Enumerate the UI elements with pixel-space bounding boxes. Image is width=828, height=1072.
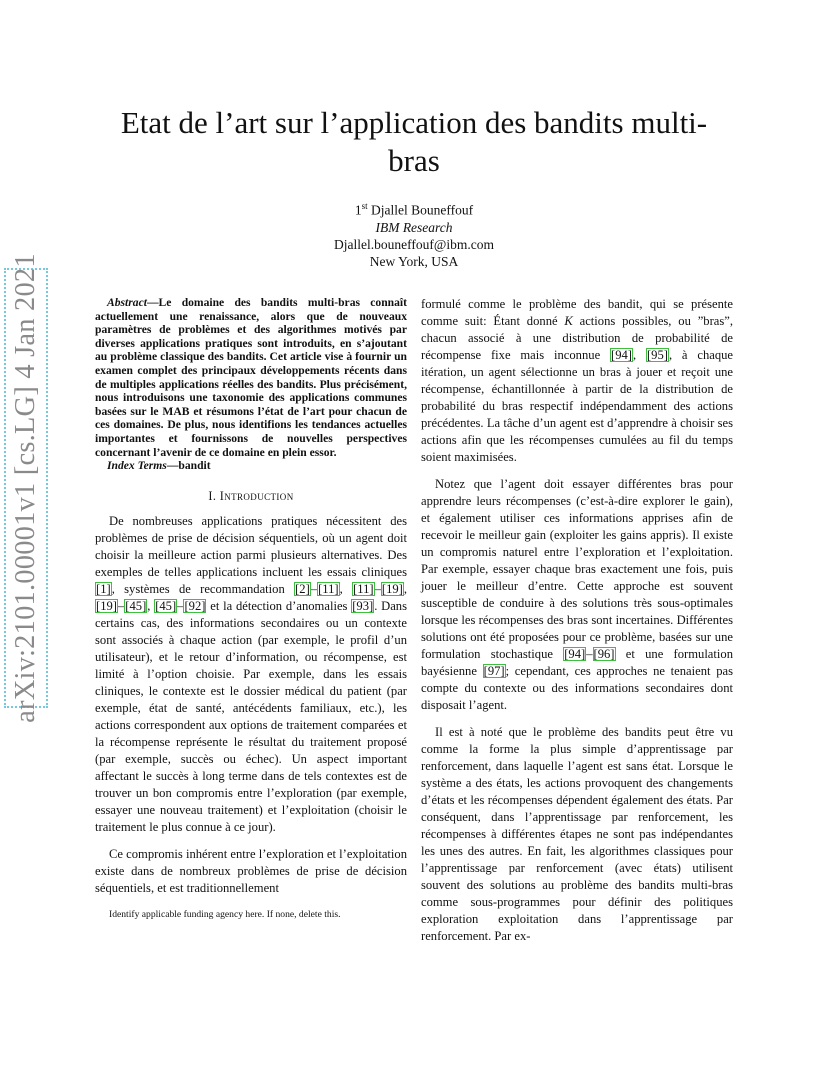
- intro-paragraph-2: Ce compromis inhérent entre l’exploration et l’exploitation existe dans de nombreux problèmes de prise de décision séquentiels, et est traditionnellement: [95, 846, 407, 895]
- citation-link[interactable]: [45]: [155, 598, 177, 613]
- author-location: New York, USA: [369, 253, 459, 269]
- intro-paragraph-1: [95, 513, 407, 836]
- text-run: formulé comme le problème des bandit, qui se présente comme suit: Étant donné: [421, 297, 733, 328]
- citation-link[interactable]: [94]: [611, 348, 632, 362]
- text-run: , à chaque itération, un agent sélectionne un bras à jouer et reçoit une récompense, échantillonnée à partir de la distribution de probabilité du bras respectif indépendamment des actions précédentes. La tâche d’un agent est d’apprendre à choisir ses actions afin que les récompenses cumulées au fil du temps soient maximisées.: [421, 348, 734, 464]
- section-number: I.: [208, 488, 217, 503]
- text-run: ; cependant, ces approches ne tenaient pas compte du contexte ou des informations secondaires dont disposait l’agent.: [421, 664, 733, 712]
- text-run: De nombreuses applications pratiques nécessitent des problèmes de prise de décision séquentiels, où un agent doit choisir la meilleure action parmi plusieurs alternatives. Des exemples de telles applications incluent les essais cliniques: [95, 513, 407, 579]
- citation-link[interactable]: [1]: [96, 581, 111, 596]
- text-run: ,: [403, 581, 408, 596]
- citation-link[interactable]: [2]: [295, 581, 310, 596]
- abstract-text: —Le domaine des bandits multi-bras connaît actuellement une renaissance, alors que de nouveaux paramètres de problèmes et des algorithmes motivés par diverses applications pratiques sont introduits, en s’ajoutant au problème classique des bandits. Cet article vise à fournir un examen complet des principaux développements récents dans de multiples applications réelles des bandits. Plus précisément, nous introduisons une taxonomie des applications communes basées sur le MAB et résumons l’état de l’art pour chacun de ces domaines. De plus, nous identifions les tendances actuelles importantes et fournissons de nouvelles perspectives concernant l’avenir de ce domaine en plein essor.: [95, 296, 407, 459]
- author-block: [230, 198, 598, 270]
- citation-link[interactable]: [93]: [352, 598, 374, 613]
- text-run: et la détection d’anomalies: [206, 598, 352, 613]
- section-heading: [95, 488, 407, 505]
- right-paragraph-3: Il est à noté que le problème des bandits peut être vu comme la forme la plus simple d’apprentissage par renforcement, dans laquelle l’agent est sans état. Lorsque le système a des états, les actions provoquent des changements d’états et les récompenses dépendent également des états. Par conséquent, dans l’apprentissage par renforcement, les récompenses à différentes étapes ne sont pas indépendantes les unes des autres. En fait, les algorithmes classiques pour l’apprentissage par renforcement (avec états) utilisent souvent des solutions au problème des bandits multi-bras comme sous-programmes pour définir des politiques exploration exploitation dans l’apprentissage par renforcement. Par ex-: [421, 725, 733, 943]
- text-run: –: [586, 647, 593, 661]
- right-paragraph-2: [421, 476, 733, 714]
- author-name: Djallel Bouneffouf: [371, 202, 474, 218]
- citation-link[interactable]: [19]: [381, 581, 403, 596]
- left-column: [95, 296, 407, 907]
- citation-link[interactable]: [96]: [593, 647, 615, 661]
- author-number: 1: [354, 202, 362, 218]
- abstract-paragraph: [95, 296, 407, 459]
- text-run: ,: [632, 348, 646, 362]
- index-terms-text: —bandit: [166, 459, 211, 473]
- citation-link[interactable]: [45]: [125, 598, 147, 613]
- text-run: –: [310, 581, 318, 596]
- abstract: [95, 296, 407, 473]
- citation-link[interactable]: [95]: [646, 348, 668, 362]
- index-terms-label: Index Terms: [107, 459, 167, 473]
- text-run: , systèmes de recommandation: [111, 581, 295, 596]
- text-run: actions possibles, ou ”bras”, chacun associé à une distribution de probabilité de récompense fixe mais inconnue: [421, 314, 733, 362]
- text-run: . Dans certains cas, des informations secondaires ou un contexte sont associés à chaque action (par exemple, le profil d’un utilisateur), et le retour d’information, ou récompense, est limité à l’option choisie. Par exemple, dans les essais cliniques, le contexte est le dossier médical du patient (par exemple, état de santé, antécédents familiaux, etc.), les actions correspondent aux options de traitement comparées et la récompense représente le résultat du traitement proposé (par exemple, succès ou échec). Un aspect important affectant le succès à long terme dans de tels contextes est de trouver un bon compromis entre l’exploration (par exemple, essayer une nouveau traitement) et l’exploitation (choisir le traitement le plus connue à ce jour).: [95, 598, 407, 834]
- text-run: –: [177, 598, 184, 613]
- text-run: Notez que l’agent doit essayer différentes bras pour apprendre leurs récompenses (c’est-à-dire explorer le gain), et également utiliser ces informations apprises afin de recevoir le meilleur gain (exploiter les gains appris). Il existe un compromis naturel entre l’exploration et l’exploitation. Par exemple, essayer chaque bras exactement une fois, puis jouer le meilleur d’entre. Cette approche est souvent susceptible de conduire à des solutions très sous-optimales lorsque les récompenses des bras sont incertaines. Différentes solutions ont été proposées pour ce problème, basées sur une formulation stochastique: [421, 477, 733, 661]
- arxiv-stamp-text: arXiv:2101.00001v1 [cs.LG] 4 Jan 2021: [10, 253, 41, 723]
- footnote: Identify applicable funding agency here. If none, delete this.: [109, 909, 341, 920]
- text-run: –: [374, 581, 381, 596]
- text-run: et une formulation bayésienne: [421, 647, 733, 678]
- right-paragraph-1: [421, 296, 733, 466]
- math-k: K: [564, 314, 573, 328]
- citation-link[interactable]: [11]: [318, 581, 339, 596]
- citation-link[interactable]: [97]: [483, 664, 505, 678]
- author-ordinal: st: [361, 201, 368, 211]
- citation-link[interactable]: [11]: [353, 581, 374, 596]
- paper-title: Etat de l’art sur l’application des bandits multi-bras: [120, 105, 708, 178]
- citation-link[interactable]: [92]: [184, 598, 206, 613]
- text-run: –: [117, 598, 125, 613]
- text-run: ,: [339, 581, 353, 596]
- author-affiliation: IBM Research: [375, 219, 453, 235]
- citation-link[interactable]: [94]: [564, 647, 586, 661]
- right-column: [421, 296, 733, 955]
- abstract-label: Abstract: [107, 296, 147, 309]
- section-title: Introduction: [219, 488, 294, 503]
- index-terms: [95, 459, 407, 473]
- text-run: ,: [147, 598, 155, 613]
- arxiv-stamp: [4, 253, 48, 723]
- author-name-line: [230, 198, 598, 219]
- author-email: Djallel.bouneffouf@ibm.com: [334, 236, 494, 252]
- citation-link[interactable]: [19]: [96, 598, 117, 613]
